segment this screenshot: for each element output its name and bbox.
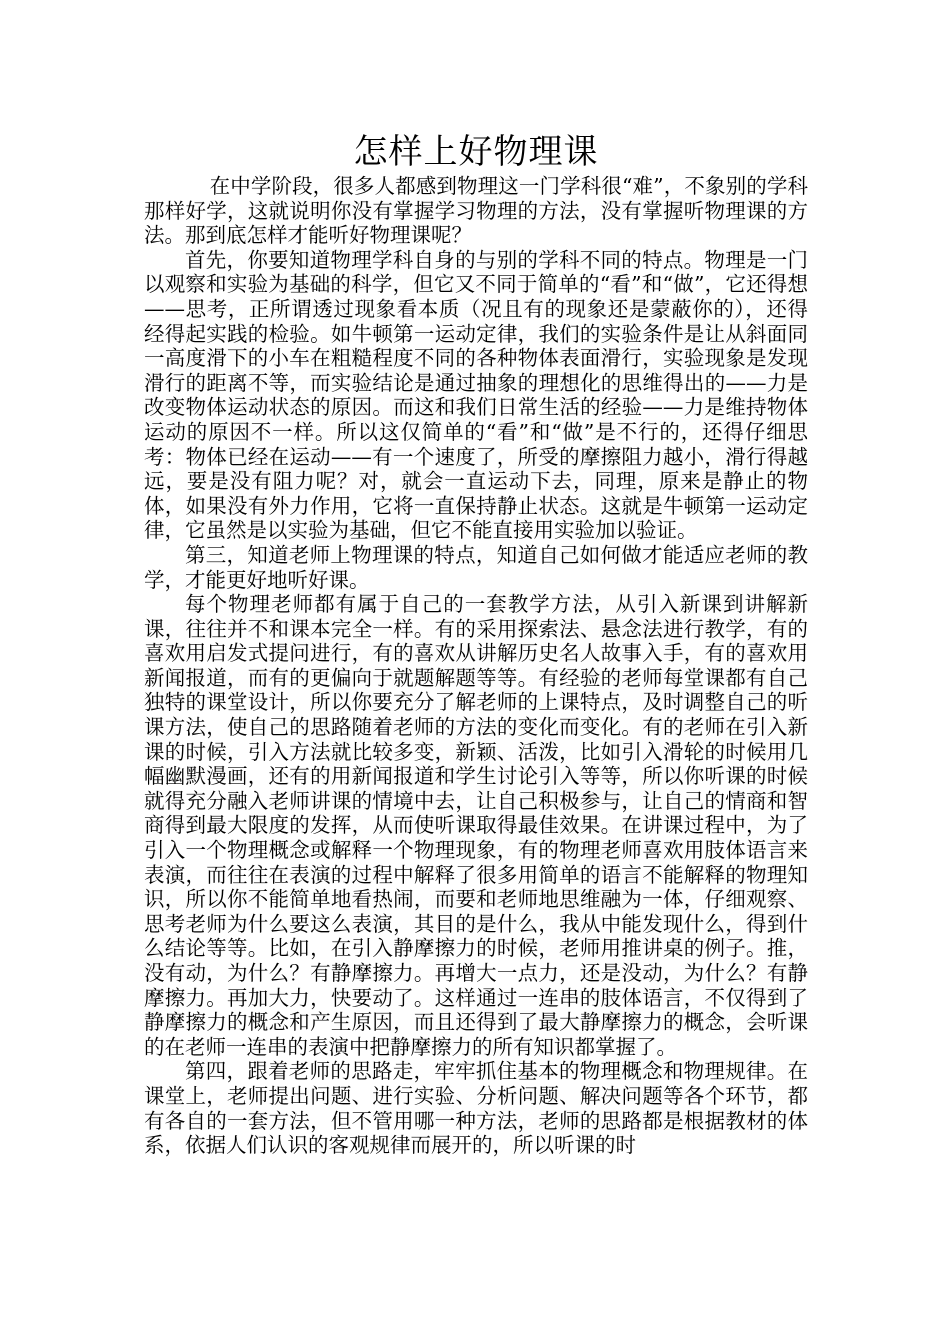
paragraph-first-point: 首先，你要知道物理学科自身的与别的学科不同的特点。物理是一门以观察和实验为基础的科学，但它又不同于简单的“看”和“做”，它还得想——思考，正所谓透过现象看本质（况且有的现象还是蒙蔽你的），还得经得起实践的检验。如牛顿第一运动定律，我们的实验条件是让从斜面同一高度滑下的小车在粗糙程度不同的各种物体表面滑行，实验现象是发现滑行的距离不等，而实验结论是通过抽象的理想化的思维得出的——力是改变物体运动状态的原因。而这和我们日常生活的经验——力是维持物体运动的原因不一样。所以这仅简单的“看”和“做”是不行的，还得仔细思考：物体已经在运动——有一个速度了，所受的摩擦阻力越小，滑行得越远，要是没有阻力呢？对，就会一直运动下去，同理，原来是静止的物体，如果没有外力作用，它将一直保持静止状态。这就是牛顿第一运动定律，它虽然是以实验为基础，但它不能直接用实验加以验证。 — [144, 247, 808, 543]
paragraph-intro: 在中学阶段，很多人都感到物理这一门学科很“难”，不象别的学科那样好学，这就说明你没有掌握学习物理的方法，没有掌握听物理课的方法。那到底怎样才能听好物理课呢？ — [144, 174, 808, 248]
paragraph-teaching-methods: 每个物理老师都有属于自己的一套教学方法，从引入新课到讲解新课，往往并不和课本完全一样。有的采用探索法、悬念法进行教学，有的喜欢用启发式提问进行，有的喜欢从讲解历史名人故事入手，有的喜欢用新闻报道，而有的更偏向于就题解题等等。有经验的老师每堂课都有自己独特的课堂设计，所以你要充分了解老师的上课特点，及时调整自己的听课方法，使自己的思路随着老师的方法的变化而变化。有的老师在引入新课的时候，引入方法就比较多变，新颖、活泼，比如引入滑轮的时候用几幅幽默漫画，还有的用新闻报道和学生讨论引入等等，所以你听课的时候就得充分融入老师讲课的情境中去，让自己积极参与，让自己的情商和智商得到最大限度的发挥，从而使听课取得最佳效果。在讲课过程中，为了引入一个物理概念或解释一个物理现象，有的物理老师喜欢用肢体语言来表演，而往往在表演的过程中解释了很多用简单的语言不能解释的物理知识，所以你不能简单地看热闹，而要和老师地思维融为一体，仔细观察、思考老师为什么要这么表演，其目的是什么，我从中能发现什么，得到什么结论等等。比如，在引入静摩擦力的时候，老师用推讲桌的例子。推，没有动，为什么？有静摩擦力。再增大一点力，还是没动，为什么？有静摩擦力。再加大力，快要动了。这样通过一连串的肢体语言，不仅得到了静摩擦力的概念和产生原因，而且还得到了最大静摩擦力的概念，会听课的在老师一连串的表演中把静摩擦力的所有知识都掌握了。 — [144, 592, 808, 1059]
page-title: 怎样上好物理课 — [353, 132, 599, 172]
paragraph-third-point: 第三，知道老师上物理课的特点，知道自己如何做才能适应老师的教学，才能更好地听好课。 — [144, 542, 808, 592]
document-page — [144, 130, 808, 1158]
paragraph-fourth-point: 第四，跟着老师的思路走，牢牢抓住基本的物理概念和物理规律。在课堂上，老师提出问题、进行实验、分析问题、解决问题等各个环节，都有各自的一套方法，但不管用哪一种方法，老师的思路都是根据教材的体系，依据人们认识的客观规律而展开的，所以听课的时 — [144, 1059, 808, 1158]
